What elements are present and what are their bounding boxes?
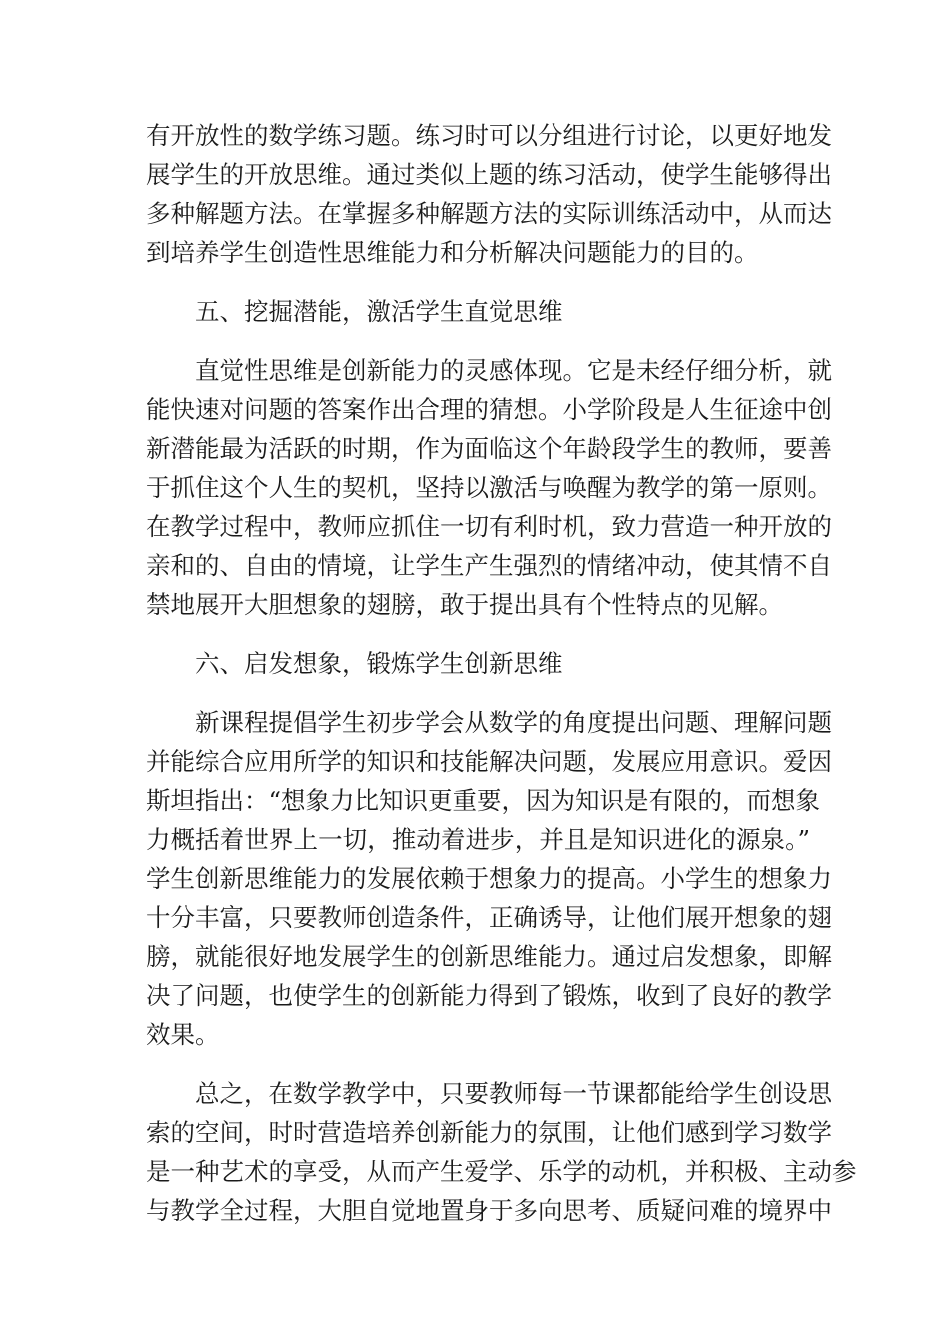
text-line: 有开放性的数学练习题。练习时可以分组进行讨论，以更好地发 xyxy=(146,121,832,150)
paragraph-open-thinking xyxy=(146,116,832,272)
text-line: 直觉性思维是创新能力的灵感体现。它是未经仔细分析，就 xyxy=(195,356,832,385)
text-line: 并能综合应用所学的知识和技能解决问题，发展应用意识。爱因 xyxy=(146,747,832,776)
text-line: 亲和的、自由的情境，让学生产生强烈的情绪冲动，使其情不自 xyxy=(146,551,832,580)
section-heading-6: 六、启发想象，锻炼学生创新思维 xyxy=(195,649,563,678)
text-line: 新潜能最为活跃的时期，作为面临这个年龄段学生的教师，要善 xyxy=(146,434,832,463)
text-line: 是一种艺术的享受，从而产生爱学、乐学的动机，并积极、主动参 xyxy=(146,1157,857,1186)
paragraph-conclusion xyxy=(146,1074,857,1230)
text-line: 效果。 xyxy=(146,1020,220,1049)
text-line: 禁地展开大胆想象的翅膀，敢于提出具有个性特点的见解。 xyxy=(146,590,783,619)
text-line: 在教学过程中，教师应抓住一切有利时机，致力营造一种开放的 xyxy=(146,512,832,541)
text-line: 索的空间，时时营造培养创新能力的氛围，让他们感到学习数学 xyxy=(146,1118,832,1147)
text-line: 多种解题方法。在掌握多种解题方法的实际训练活动中，从而达 xyxy=(146,199,832,228)
text-line: 新课程提倡学生初步学会从数学的角度提出问题、理解问题 xyxy=(195,708,832,737)
text-line: 膀，就能很好地发展学生的创新思维能力。通过启发想象，即解 xyxy=(146,942,832,971)
text-line: 斯坦指出：“想象力比知识更重要，因为知识是有限的，而想象 xyxy=(146,786,821,815)
paragraph-imagination xyxy=(146,703,832,1054)
document-page xyxy=(146,116,857,1230)
text-line: 十分丰富，只要教师创造条件，正确诱导，让他们展开想象的翅 xyxy=(146,903,832,932)
section-heading-5: 五、挖掘潜能，激活学生直觉思维 xyxy=(195,297,563,326)
text-line: 展学生的开放思维。通过类似上题的练习活动，使学生能够得出 xyxy=(146,160,832,189)
text-line: 学生创新思维能力的发展依赖于想象力的提高。小学生的想象力 xyxy=(146,864,832,893)
paragraph-intuitive-thinking xyxy=(146,351,832,624)
text-line: 与教学全过程，大胆自觉地置身于多向思考、质疑问难的境界中 xyxy=(146,1196,832,1225)
text-line: 决了问题，也使学生的创新能力得到了锻炼，收到了良好的教学 xyxy=(146,981,832,1010)
text-line: 力概括着世界上一切，推动着进步，并且是知识进化的源泉。” xyxy=(146,825,810,854)
text-line: 到培养学生创造性思维能力和分析解决问题能力的目的。 xyxy=(146,238,759,267)
text-line: 于抓住这个人生的契机，坚持以激活与唤醒为教学的第一原则。 xyxy=(146,473,832,502)
text-line: 总之，在数学教学中，只要教师每一节课都能给学生创设思 xyxy=(195,1079,832,1108)
text-line: 能快速对问题的答案作出合理的猜想。小学阶段是人生征途中创 xyxy=(146,395,832,424)
